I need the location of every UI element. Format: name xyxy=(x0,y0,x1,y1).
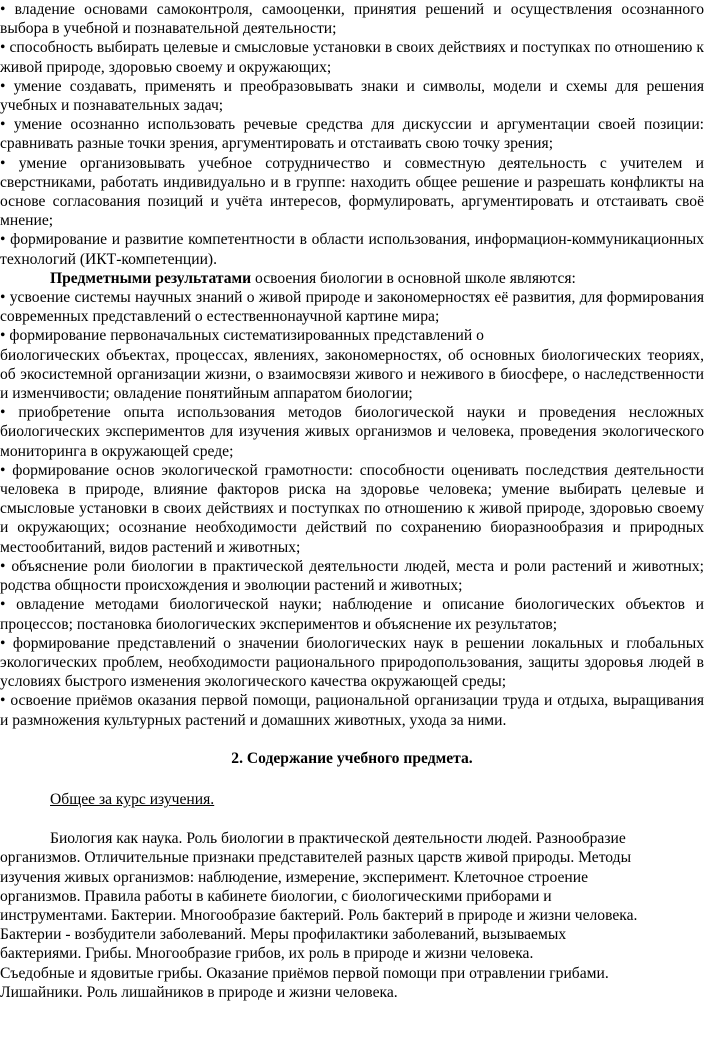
course-content-text xyxy=(0,829,704,1002)
text-line: Лишайники. Роль лишайников в природе и жизни человека. xyxy=(0,983,398,1001)
subheading xyxy=(0,790,704,809)
list-item: • умение организовывать учебное сотрудничество и совместную деятельность с учителем и сверстниками, работать индивидуально и в группе: находить общее решение и разрешать конфликты на основе согласования позиций и учёта интересов, формулировать, аргументировать и отстаивать своё мнение; xyxy=(0,154,704,231)
list-item-continuation: биологических объектах, процессах, явлениях, закономерностях, об основных биологических теориях, об экосистемной организации жизни, о взаимосвязи живого и неживого в биосфере, о наследственности и изменчивости; овладение понятийным аппаратом биологии; xyxy=(0,346,704,403)
list-item: • освоение приёмов оказания первой помощи, рациональной организации труда и отдыха, выращивания и размножения культурных растений и домашних животных, ухода за ними. xyxy=(0,691,704,729)
list-item: • формирование основ экологической грамотности: способности оценивать последствия деятельности человека в природе, влияние факторов риска на здоровье человека; умение выбирать целевые и смысловые установки в своих действиях и поступках по отношению к живой природе, здоровью своему и окружающих; осознание необходимости действий по сохранению биоразнообразия и природных местообитаний, видов растений и животных; xyxy=(0,461,704,557)
subheading-text: Общее за курс изучения. xyxy=(50,790,215,808)
list-item: • приобретение опыта использования методов биологической науки и проведения несложных биологических экспериментов для изучения живых организмов и человека, проведения экологического мониторинга в окружающей среде; xyxy=(0,403,704,461)
text-line: Бактерии - возбудители заболеваний. Меры профилактики заболеваний, вызываемых xyxy=(0,926,567,944)
metasubject-results-list xyxy=(0,0,704,269)
text-line: бактериями. Грибы. Многообразие грибов, их роль в природе и жизни человека. xyxy=(0,945,534,963)
text-line: Съедобные и ядовитые грибы. Оказание приёмов первой помощи при отравлении грибами. xyxy=(0,964,609,982)
spacer xyxy=(0,768,704,790)
list-item: • формирование первоначальных систематизированных представлений о xyxy=(0,326,704,345)
list-item: • овладение методами биологической науки; наблюдение и описание биологических объектов и процессов; постановка биологических экспериментов и объяснение их результатов; xyxy=(0,595,704,633)
list-item: • объяснение роли биологии в практической деятельности людей, места и роли растений и животных; родства общности происхождения и эволюции растений и животных; xyxy=(0,557,704,595)
subject-results-section xyxy=(0,269,704,730)
text-line: организмов. Отличительные признаки представителей разных царств живой природы. Методы xyxy=(0,849,632,867)
list-item: • владение основами самоконтроля, самооценки, принятия решений и осуществления осознанного выбора в учебной и познавательной деятельности; xyxy=(0,0,704,38)
list-item: • способность выбирать целевые и смысловые установки в своих действиях и поступках по отношению к живой природе, здоровью своему и окружающих; xyxy=(0,38,704,76)
list-item: • усвоение системы научных знаний о живой природе и закономерностях её развития, для формирования современных представлений о естественнонаучной картине мира; xyxy=(0,288,704,326)
subject-results-lead xyxy=(0,269,704,288)
list-item: • формирование и развитие компетентности в области использования, информацион-коммуникационных технологий (ИКТ-компетенции). xyxy=(0,230,704,268)
text-line: Биология как наука. Роль биологии в практической деятельности людей. Разнообразие xyxy=(50,830,626,848)
list-item: • умение создавать, применять и преобразовывать знаки и символы, модели и схемы для решения учебных и познавательных задач; xyxy=(0,77,704,115)
subject-results-lead-text: освоения биологии в основной школе являются: xyxy=(251,269,576,287)
spacer xyxy=(0,809,704,829)
subject-results-lead-bold: Предметными результатами xyxy=(50,269,252,287)
section-heading: 2. Содержание учебного предмета. xyxy=(231,749,473,767)
text-line: инструментами. Бактерии. Многообразие бактерий. Роль бактерий в природе и жизни человека. xyxy=(0,906,638,924)
spacer xyxy=(0,730,704,749)
list-item: • формирование представлений о значении биологических наук в решении локальных и глобальных экологических проблем, необходимости рационального природопользования, защиты здоровья людей в условиях быстрого изменения экологического качества окружающей среды; xyxy=(0,634,704,692)
text-line: организмов. Правила работы в кабинете биологии, с биологическими приборами и xyxy=(0,887,552,905)
list-item: • умение осознанно использовать речевые средства для дискуссии и аргументации своей позиции: сравнивать разные точки зрения, аргументировать и отстаивать свою точку зрения; xyxy=(0,115,704,153)
text-line: изучения живых организмов: наблюдение, измерение, эксперимент. Клеточное строение xyxy=(0,868,588,886)
